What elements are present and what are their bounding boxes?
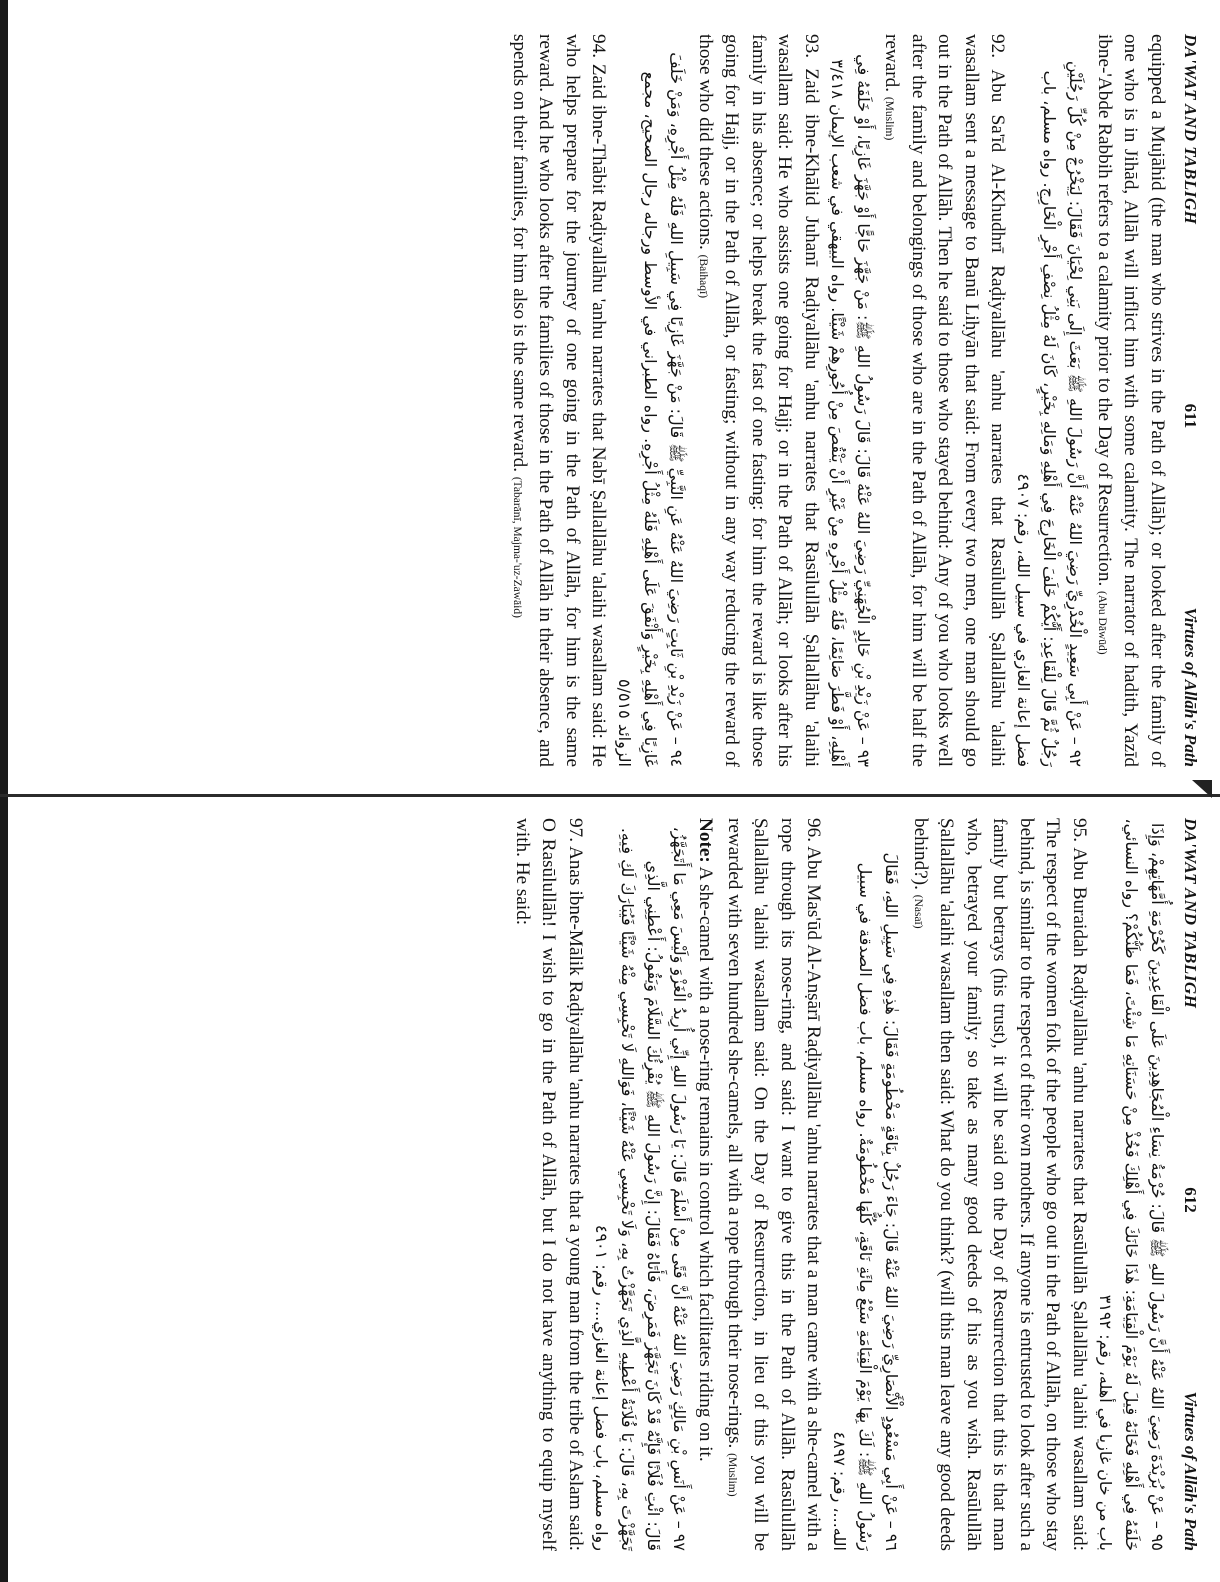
english-translation-paragraph <box>905 818 1093 1551</box>
source-citation: (Baihaqī) <box>697 254 709 299</box>
page-612 <box>40 812 1200 1557</box>
arabic-hadith-text: ٩٥ – عَنْ بُرَيْدَةَ رَضِيَ اللهُ عَنْهُ أَنَّ رَسُولَ اللهِ ﷺ قَالَ: حُرْمَةُ نِسَاءِ الْمُجَاهِدِينَ عَلَى الْقَاعِدِينَ كَحُرْمَةِ أُمَّهَاتِهِمْ، وَإِذَا خَلَفَهُ فِي أَهْلِهِ فَخَانَهُ قِيلَ لَهُ يَوْمَ الْقِيَامَةِ: هٰذَا خَانَكَ فِي أَهْلِكَ فَخُذْ مِنْ حَسَنَاتِهِ مَا شِئْتَ، فَمَا ظَنُّكُمْ؟ رواه النسائي، باب من خان غازيا في أهله، رقم: ٣١٩٢ <box>1096 818 1167 1551</box>
arabic-hadith-text: ٩٤ – عَنْ زَيْدِ بْنِ ثَابِتٍ رَضِيَ اللهُ عَنْهُ عَنِ النَّبِيِّ ﷺ قَالَ: مَنْ جَهَّزَ غَازِيًا فِي سَبِيلِ اللهِ فَلَهُ مِثْلُ أَجْرِهِ، وَمَنْ خَلَفَ غَازِيًا فِي أَهْلِهِ بِخَيْرٍ وَأَنْفَقَ عَلَى أَهْلِهِ فَلَهُ مِثْلُ أَجْرِهِ. رواه الطبراني في الأوسط ورجاله رجال الصحيح، مجمع الزوائد ٥/٥١٥ <box>615 52 687 767</box>
english-translation-paragraph <box>504 34 612 767</box>
arabic-hadith-text: ٩٧ – عَنْ أَنَسِ بْنِ مَالِكٍ رَضِيَ اللهُ عَنْهُ أَنَّ فَتًى مِنْ أَسْلَمَ قَالَ: يَا رَسُولَ اللهِ إِنِّي أُرِيدُ الْغَزْوَ وَلَيْسَ مَعِي مَا أَتَجَهَّزُ، قَالَ: ائْتِ فُلَانًا فَإِنَّهُ قَدْ كَانَ تَجَهَّزَ فَمَرِضَ، فَأَتَاهُ فَقَالَ: إِنَّ رَسُولَ اللهِ ﷺ يُقْرِئُكَ السَّلَامَ وَيَقُولُ: أَعْطِنِي الَّذِي تَجَهَّزْتَ بِهِ، قَالَ: يَا فُلَانَةُ أَعْطِيهِ الَّذِي تَجَهَّزْتُ بِهِ، وَلَا تَحْبِسِي عَنْهُ شَيْئًا، فَوَاللهِ لَا تَحْبِسِي مِنْهُ شَيْئًا فَيُبَارَكَ لَكِ فِيهِ. رواه مسلم، باب فضل إعانة الغازي...، رقم: ٤٩٠١ <box>592 826 689 1551</box>
page-611 <box>40 28 1200 773</box>
translation-text: 93. Zaid ibne-Khālid Juhanī Raḍiyallāhu 'anhu narrates that Rasūlullāh Ṣallallāhu 'alaihi wasallam said: He who assists one going for Hajj; or in the Path of Allāh; or looks after his family in his absence; or helps break the fast of one fasting: for him the reward is like those going for Hajj, or in the Path of Allāh, or fasting; without in any way reducing the reward of those who did these actions. <box>695 34 822 767</box>
header-chapter-title: Virtues of Allāh's Path <box>1181 1391 1200 1551</box>
page-header <box>1180 812 1200 1557</box>
english-translation-paragraph <box>719 818 827 1551</box>
translation-text: equipped a Mujāhid (the man who strives in the Path of Allāh); or looked after the family of one who is in Jihād, Allāh will inflict him with some calamity. The narrator of hadith, Yazīd ibne-'Abde Rabbih refers to a calamity prior to the Day of Resurrection. <box>1094 34 1168 767</box>
source-citation: (Muslim) <box>883 96 896 141</box>
page-body <box>504 28 1171 773</box>
translation-text: 97. Anas ibne-Mālik Raḍiyallāhu 'anhu narrates that a young man from the tribe of Aslam said: O Rasūlullāh! I wish to go in the Path of Allāh, but I do not have anything to equip myself with. He said: <box>512 818 586 1551</box>
page-body <box>509 812 1171 1557</box>
book-binding-edge <box>0 0 8 1582</box>
header-book-title: DA'WAT AND TABLIGH <box>1181 818 1200 1009</box>
page-spine-divider <box>0 794 1220 797</box>
source-citation: (Abu Dāwūd) <box>1096 591 1108 655</box>
note-paragraph <box>692 818 719 1551</box>
english-translation-paragraph <box>1089 34 1171 767</box>
english-translation-paragraph <box>509 818 589 1551</box>
header-chapter-title: Virtues of Allāh's Path <box>1181 607 1200 767</box>
source-citation: (Nasaī) <box>912 894 924 929</box>
arabic-hadith-text: ٩٢ – عَنْ أَبِي سَعِيدٍ الْخُدْرِيِّ رَضِيَ اللهُ عَنْهُ أَنَّ رَسُولَ اللهِ ﷺ بَعَثَ إِلَى بَنِي لِحْيَانَ فَقَالَ: لِيَخْرُجْ مِنْ كُلِّ رَجُلَيْنِ رَجُلٌ ثُمَّ قَالَ لِلْقَاعِدِ: أَيُّكُمْ خَلَفَ الْخَارِجَ فِي أَهْلِهِ وَمَالِهِ بِخَيْرٍ، كَانَ لَهُ مِثْلُ نِصْفِ أَجْرِ الْخَارِجِ. رواه مسلم، باب فضل إعانة الغازي في سبيل الله، رقم: ٤٩٠٧ <box>1014 60 1086 767</box>
translation-text: 96. Abu Mas'ūd Al-Anṣārī Raḍiyallāhu 'anhu narrates that a man came with a she-camel with a rope through its nose-ring, and said: I want to give this in the Path of Allāh. Rasūlullāh Ṣallallāhu 'alaihi wasallam said: On the Day of Resurrection, in lieu of this you will be rewarded with seven hundred she-camels, all with a rope through their nose-rings. <box>724 818 825 1551</box>
note-label: Note: <box>695 818 717 863</box>
page-number: 611 <box>1181 403 1200 429</box>
translation-text: 95. Abu Buraidah Raḍiyallāhu 'anhu narrates that Rasūlullāh Ṣallallāhu 'alaihi wasallam said: The respect of the women folk of the people who go out in the Path of Allāh, on those who stay behind, is similar to the respect of their own mothers. If anyone is entrusted to look after such a family but betrays (his trust), it will be said on the Day of Resurrection that this is that man who, betrayed your family; so take as many good deeds of his as you wish. Rasūlullāh Ṣallallāhu 'alaihi wasallam then said: What do you think? (will this man leave any good deeds behind?). <box>910 818 1090 1551</box>
page-header <box>1180 28 1200 773</box>
english-translation-paragraph <box>690 34 825 767</box>
translation-text: 94. Zaid ibne-Thābit Raḍiyallāhu 'anhu narrates that Nabī Ṣallallāhu 'alaihi wasallam said: He who helps prepare for the journey of one going in the Path of Allāh, for him is the same reward. And he who looks after the families of those in the Path of Allāh in their absence, and spends on their families, for him also is the same reward. <box>509 34 610 767</box>
note-text: A she-camel with a nose-ring remains in control which facilitates riding on it. <box>695 862 717 1462</box>
arabic-hadith-text: ٩٣ – عَنْ زَيْدِ بْنِ خَالِدٍ الْجُهَنِيِّ رَضِيَ اللهُ عَنْهُ قَالَ: قَالَ رَسُولُ اللهِ ﷺ: مَنْ جَهَّزَ حَاجًّا أَوْ جَهَّزَ غَازِيًا، أَوْ خَلَفَهُ فِي أَهْلِهِ، أَوْ فَطَّرَ صَائِمًا، فَلَهُ مِثْلُ أَجْرِهِ مِنْ غَيْرِ أَنْ يَنْقُصَ مِنْ أُجُورِهِمْ شَيْئًا. رواه البيهقي في شعب الإيمان ٣/٤١٨ <box>828 54 873 767</box>
source-citation: (Muslim) <box>726 1453 738 1497</box>
page-fold-mark <box>1192 780 1212 798</box>
translation-text: 92. Abu Sa'īd Al-Khudhrī Raḍiyallāhu 'anhu narrates that Rasūlullāh Ṣallallāhu 'alaihi wasallam sent a message to Banū Liḥyān that said: From every two men, one man should go out in the Path of Allāh. Then he said to those who stayed behind: Any of you who looks well after the family and belongings of those who are in the Path of Allāh, for him will be half the reward. <box>881 34 1009 767</box>
page-number: 612 <box>1181 1187 1200 1213</box>
source-citation: (Tabarānī, Majma-'uz-Zawāid) <box>511 476 523 618</box>
english-translation-paragraph <box>876 34 1011 767</box>
arabic-hadith-text: ٩٦ – عَنْ أَبِي مَسْعُودٍ الْأَنْصَارِيِّ رَضِيَ اللهُ عَنْهُ قَالَ: جَاءَ رَجُلٌ بِنَاقَةٍ مَخْطُومَةٍ فَقَالَ: هٰذِهِ فِي سَبِيلِ اللهِ، فَقَالَ رَسُولُ اللهِ ﷺ: لَكَ بِهَا يَوْمَ الْقِيَامَةِ سَبْعُ مِائَةِ نَاقَةٍ، كُلُّهَا مَخْطُومَةٌ. رواه مسلم، باب فضل الصدقة في سبيل الله...، رقم: ٤٨٩٧ <box>830 852 902 1551</box>
header-book-title: DA'WAT AND TABLIGH <box>1181 34 1200 225</box>
